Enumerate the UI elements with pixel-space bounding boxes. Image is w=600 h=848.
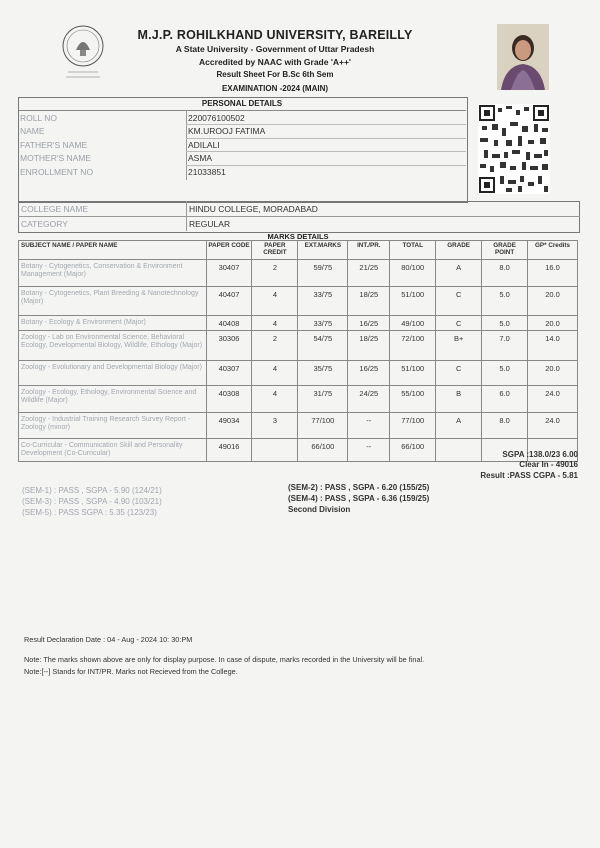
grade: A <box>436 260 482 287</box>
int-marks: 16/25 <box>348 361 390 386</box>
int-marks: -- <box>348 439 390 462</box>
col-int-pr: INT./PR. <box>348 241 390 260</box>
col-grade: GRADE <box>436 241 482 260</box>
roll-no-label: ROLL NO <box>20 113 58 123</box>
gp-credits: 24.0 <box>528 413 578 439</box>
table-row <box>19 260 578 287</box>
sem-1-result: (SEM-1) : PASS , SGPA - 5.90 (124/21) <box>22 486 162 495</box>
subject-name: Co-Curricular - Communication Skill and Personality Development (Co-Curricular) <box>19 439 207 462</box>
paper-code: 40407 <box>206 287 252 316</box>
grade-point: 6.0 <box>482 386 528 413</box>
sem-5-result: (SEM-5) : PASS SGPA : 5.35 (123/23) <box>22 508 157 517</box>
grade: B+ <box>436 331 482 361</box>
grade-point: 5.0 <box>482 316 528 331</box>
table-row <box>19 386 578 413</box>
result-declaration-date: Result Declaration Date : 04 - Aug - 2024 10: 30:PM <box>24 635 193 644</box>
col-ext-marks: EXT.MARKS <box>298 241 348 260</box>
paper-credit: 2 <box>252 331 298 361</box>
marks-header-row <box>19 241 578 260</box>
table-row <box>19 361 578 386</box>
subject-name: Botany - Cytogenetics, Conservation & Environment Management (Major) <box>19 260 207 287</box>
subject-name: Zoology - Evolutionary and Developmental Biology (Major) <box>19 361 207 386</box>
col-total: TOTAL <box>390 241 436 260</box>
paper-code: 49016 <box>206 439 252 462</box>
total-marks: 72/100 <box>390 331 436 361</box>
mother-name-value: ASMA <box>188 153 213 163</box>
paper-credit: 3 <box>252 413 298 439</box>
name-value: KM.UROOJ FATIMA <box>188 126 266 136</box>
gp-credits: 16.0 <box>528 260 578 287</box>
college-name-value: HINDU COLLEGE, MORADABAD <box>189 204 318 214</box>
enrollment-value: 21033851 <box>188 167 226 177</box>
grade: C <box>436 316 482 331</box>
grade <box>436 439 482 462</box>
clear-in: Clear In - 49016 <box>519 460 578 469</box>
enrollment-label: ENROLLMENT NO <box>20 167 94 177</box>
category-label: CATEGORY <box>21 219 68 229</box>
grade: B <box>436 386 482 413</box>
col-paper-code: PAPER CODE <box>206 241 252 260</box>
grade: A <box>436 413 482 439</box>
grade: C <box>436 287 482 316</box>
paper-code: 40307 <box>206 361 252 386</box>
row-line <box>186 151 466 152</box>
paper-code: 30407 <box>206 260 252 287</box>
father-name-label: FATHER'S NAME <box>20 140 88 150</box>
total-marks: 66/100 <box>390 439 436 462</box>
division: Second Division <box>288 505 351 514</box>
personal-values-divider <box>186 110 467 180</box>
ext-marks: 54/75 <box>298 331 348 361</box>
college-row-line <box>18 216 580 217</box>
ext-marks: 31/75 <box>298 386 348 413</box>
int-marks: 24/25 <box>348 386 390 413</box>
grade: C <box>436 361 482 386</box>
paper-credit: 4 <box>252 316 298 331</box>
gp-credits: 24.0 <box>528 386 578 413</box>
student-photo <box>497 24 549 90</box>
sem-3-result: (SEM-3) : PASS , SGPA - 4.90 (103/21) <box>22 497 162 506</box>
category-value: REGULAR <box>189 219 231 229</box>
total-marks: 77/100 <box>390 413 436 439</box>
col-paper-credit: PAPER CREDIT <box>252 241 298 260</box>
paper-credit: 4 <box>252 361 298 386</box>
total-marks: 51/100 <box>390 287 436 316</box>
paper-credit: 2 <box>252 260 298 287</box>
int-marks: 16/25 <box>348 316 390 331</box>
examination-title: EXAMINATION -2024 (MAIN) <box>221 84 329 93</box>
total-marks: 55/100 <box>390 386 436 413</box>
result-sheet-title: Result Sheet For B.Sc 6th Sem <box>216 70 334 79</box>
total-marks: 49/100 <box>390 316 436 331</box>
university-name: M.J.P. ROHILKHAND UNIVERSITY, BAREILLY <box>137 28 413 42</box>
row-line <box>186 124 466 125</box>
mother-name-label: MOTHER'S NAME <box>20 153 92 163</box>
paper-code: 40408 <box>206 316 252 331</box>
row-line <box>186 165 466 166</box>
paper-code: 49034 <box>206 413 252 439</box>
grade-point: 8.0 <box>482 413 528 439</box>
paper-code: 40308 <box>206 386 252 413</box>
university-status: A State University - Government of Uttar Pradesh <box>175 44 375 54</box>
subject-name: Botany - Cytogenetics, Plant Breeding & Nanotechnology (Major) <box>19 287 207 316</box>
grade-point: 7.0 <box>482 331 528 361</box>
disclaimer-note: Note: The marks shown above are only for display purpose. In case of dispute, marks recorded in the University will be final. <box>24 655 425 664</box>
int-marks: 18/25 <box>348 287 390 316</box>
roll-no-value: 220076100502 <box>188 113 245 123</box>
ext-marks: 33/75 <box>298 287 348 316</box>
col-subject: SUBJECT NAME / PAPER NAME <box>19 241 207 260</box>
col-grade-point: GRADE POINT <box>482 241 528 260</box>
paper-credit: 4 <box>252 386 298 413</box>
table-row <box>19 287 578 316</box>
subject-name: Zoology - Industrial Training Research Survey Report - Zoology (minor) <box>19 413 207 439</box>
table-row <box>19 439 578 462</box>
row-line <box>186 138 466 139</box>
gp-credits: 14.0 <box>528 331 578 361</box>
name-label: NAME <box>20 126 45 136</box>
total-marks: 51/100 <box>390 361 436 386</box>
marks-table <box>18 240 578 462</box>
personal-details-title: PERSONAL DETAILS <box>18 97 466 111</box>
ext-marks: 35/75 <box>298 361 348 386</box>
gp-credits: 20.0 <box>528 287 578 316</box>
int-marks: 21/25 <box>348 260 390 287</box>
gp-credits: 20.0 <box>528 316 578 331</box>
paper-credit: 4 <box>252 287 298 316</box>
accreditation: Accredited by NAAC with Grade 'A++' <box>199 57 351 67</box>
int-pr-note: Note:[--] Stands for INT/PR. Marks not Recieved from the College. <box>24 667 238 676</box>
int-marks: -- <box>348 413 390 439</box>
college-name-label: COLLEGE NAME <box>21 204 89 214</box>
sem-4-result: (SEM-4) : PASS , SGPA - 6.36 (159/25) <box>288 494 430 503</box>
university-logo <box>58 20 108 82</box>
ext-marks: 66/100 <box>298 439 348 462</box>
col-gp-credits: GP* Credits <box>528 241 578 260</box>
ext-marks: 77/100 <box>298 413 348 439</box>
ext-marks: 33/75 <box>298 316 348 331</box>
qr-code <box>478 104 550 194</box>
father-name-value: ADILALI <box>188 140 220 150</box>
result-cgpa: Result :PASS CGPA - 5.81 <box>480 471 578 480</box>
table-row <box>19 413 578 439</box>
table-row <box>19 316 578 331</box>
subject-name: Zoology - Ecology, Ethology, Environmental Science and Wildlife (Major) <box>19 386 207 413</box>
total-marks: 80/100 <box>390 260 436 287</box>
grade-point: 5.0 <box>482 361 528 386</box>
marks-details-title: MARKS DETAILS <box>267 232 329 241</box>
table-row <box>19 331 578 361</box>
int-marks: 18/25 <box>348 331 390 361</box>
subject-name: Zoology - Lab on Environmental Science, Behavioral Ecology, Developmental Biology, Wildlife, Ethology (Major) <box>19 331 207 361</box>
ext-marks: 59/75 <box>298 260 348 287</box>
sgpa-summary: SGPA :138.0/23 6.00 <box>502 450 578 459</box>
grade-point: 5.0 <box>482 287 528 316</box>
paper-code: 30306 <box>206 331 252 361</box>
grade-point: 8.0 <box>482 260 528 287</box>
sem-2-result: (SEM-2) : PASS , SGPA - 6.20 (155/25) <box>288 483 430 492</box>
subject-name: Botany - Ecology & Environment (Major) <box>19 316 207 331</box>
paper-credit <box>252 439 298 462</box>
gp-credits: 20.0 <box>528 361 578 386</box>
